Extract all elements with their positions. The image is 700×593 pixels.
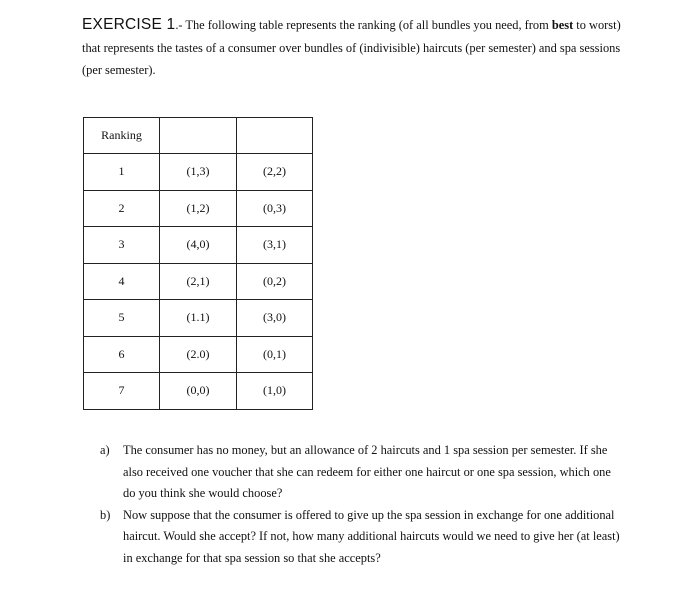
- intro-text-part1: .- The following table represents the ranking (of all bundles you need, from: [175, 18, 552, 32]
- rank-cell: 6: [84, 336, 160, 373]
- bundle-cell: (1.1): [160, 300, 237, 337]
- table-row: [84, 336, 313, 373]
- bundle-cell: (1,3): [160, 154, 237, 191]
- header-cell-empty-1: [160, 118, 237, 154]
- header-cell-empty-2: [237, 118, 313, 154]
- bundle-cell: (1,2): [160, 190, 237, 227]
- bundle-cell: (2.0): [160, 336, 237, 373]
- question-text: The consumer has no money, but an allowance of 2 haircuts and 1 spa session per semester. If she also received one voucher that she can redeem for either one haircut or one spa session, which one do you think she would choose?: [123, 443, 611, 501]
- rank-cell: 7: [84, 373, 160, 410]
- table-row: [84, 263, 313, 300]
- exercise-intro: [82, 14, 627, 82]
- table-header-row: [84, 118, 313, 154]
- question-label: b): [100, 507, 111, 522]
- intro-text-part2: to worst) that represents the tastes of a consumer over bundles of (indivisible) haircuts (per semester) and spa sessions (per semester).: [82, 18, 621, 77]
- bundle-cell: (0,3): [237, 190, 313, 227]
- question-text: Now suppose that the consumer is offered to give up the spa session in exchange for one additional haircut. Would she accept? If not, how many additional haircuts would we need to give her (at least) in exchange for that spa session so that she accepts?: [123, 507, 620, 565]
- exercise-title: EXERCISE 1: [82, 16, 176, 33]
- bundle-cell: (1,0): [237, 373, 313, 410]
- bundle-cell: (3,1): [237, 227, 313, 264]
- question-label: a): [100, 443, 110, 457]
- bundle-cell: (2,2): [237, 154, 313, 191]
- table-row: [84, 373, 313, 410]
- table-row: [84, 154, 313, 191]
- bundle-cell: (3,0): [237, 300, 313, 337]
- table-row: [84, 300, 313, 337]
- intro-bold-word: best: [551, 18, 574, 32]
- rank-cell: 2: [84, 190, 160, 227]
- bundle-cell: (0,1): [237, 336, 313, 373]
- bundle-cell: (0,2): [237, 263, 313, 300]
- rank-cell: 4: [84, 263, 160, 300]
- question-list: [100, 440, 620, 570]
- table-row: [84, 227, 313, 264]
- bundle-cell: (4,0): [160, 227, 237, 264]
- question-item: [100, 505, 620, 570]
- rank-cell: 3: [84, 227, 160, 264]
- ranking-table: [83, 117, 313, 410]
- rank-cell: 1: [84, 154, 160, 191]
- header-cell-ranking: Ranking: [84, 118, 160, 154]
- question-item: [100, 440, 620, 505]
- table-row: [84, 190, 313, 227]
- rank-cell: 5: [84, 300, 160, 337]
- bundle-cell: (0,0): [160, 373, 237, 410]
- bundle-cell: (2,1): [160, 263, 237, 300]
